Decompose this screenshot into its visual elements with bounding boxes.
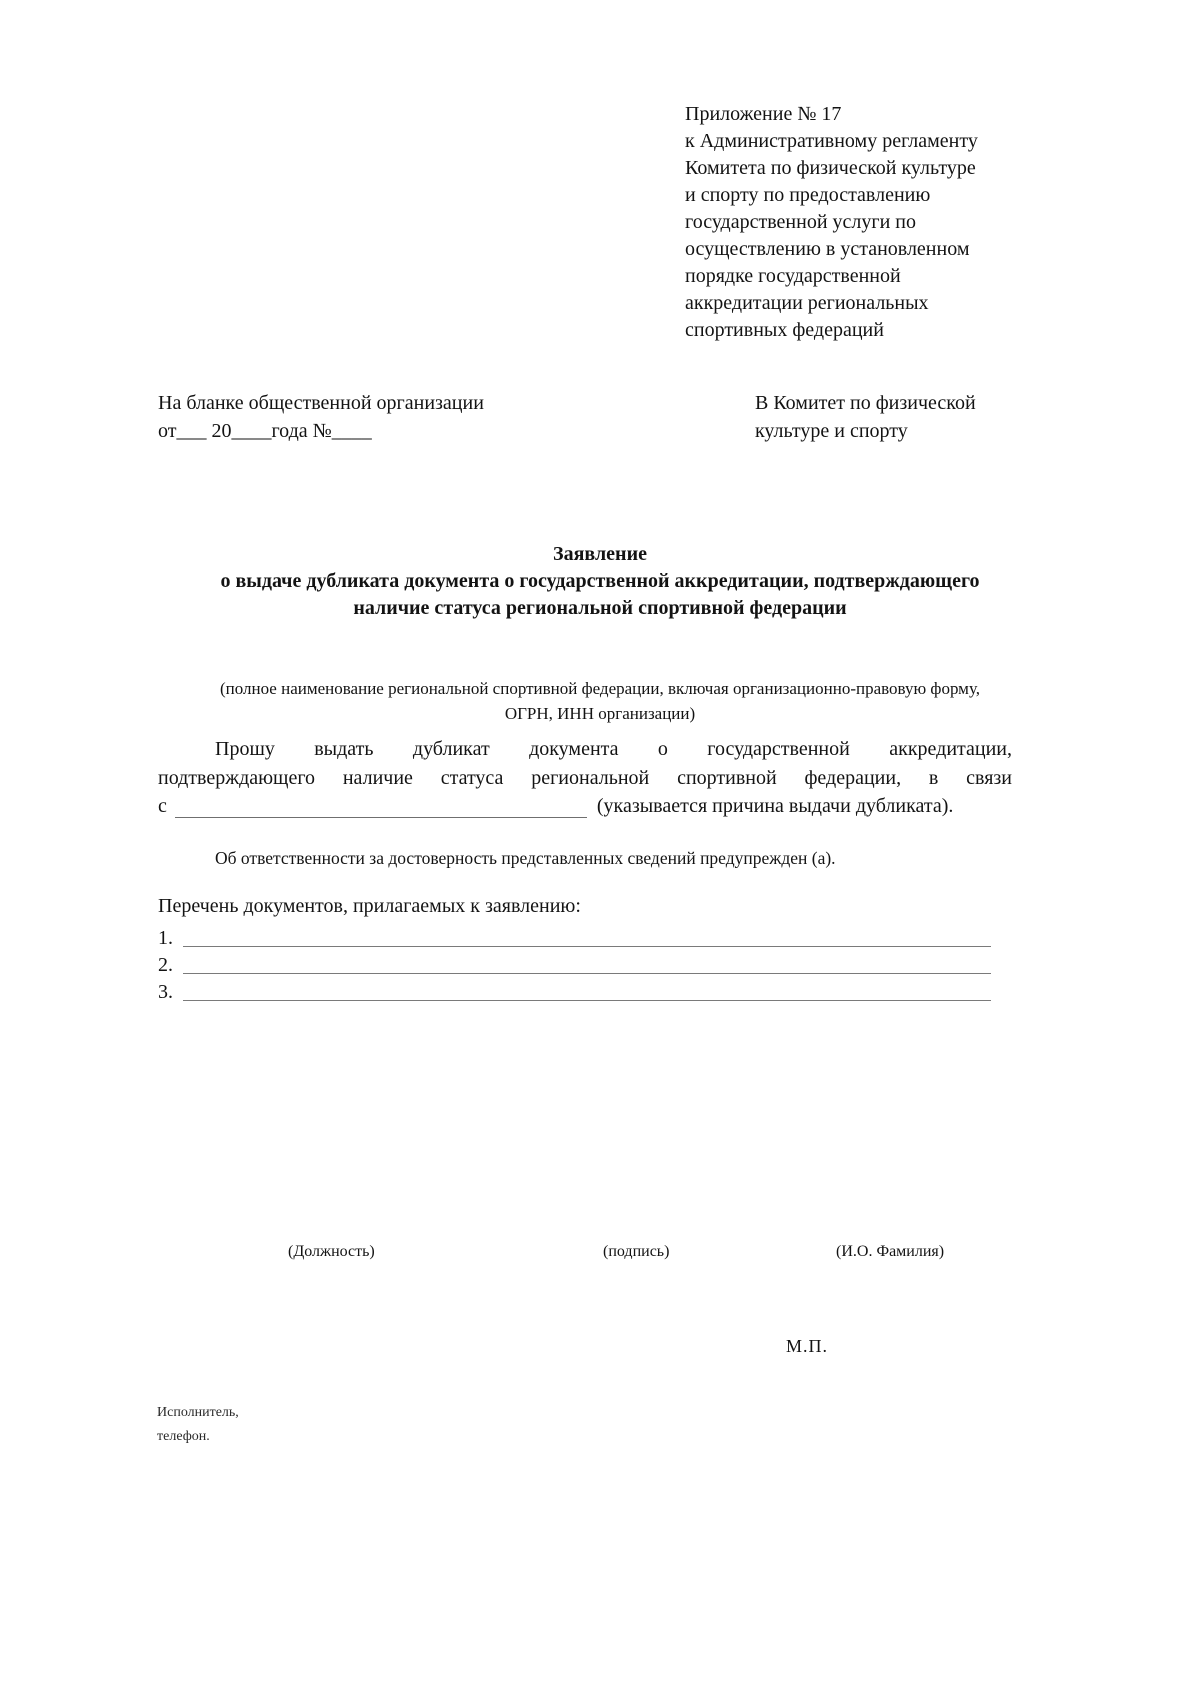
appendix-line: Приложение № 17 — [685, 103, 842, 125]
request-line: Прошу выдать дубликат документа о государственной аккредитации, — [215, 738, 1012, 760]
appendix-line: и спорту по предоставлению — [685, 184, 931, 206]
appendix-line: порядке государственной — [685, 265, 901, 287]
letterhead-date-number-line: от___ 20____года №____ — [158, 420, 372, 442]
attachment-item — [158, 923, 991, 950]
organization-name-caption — [100, 676, 1100, 726]
attachments-section — [158, 893, 991, 1004]
signature-row — [158, 1243, 1012, 1273]
signature-sign-label: (подпись) — [603, 1243, 670, 1260]
title-line: наличие статуса региональной спортивной федерации — [353, 597, 847, 619]
title-line: о выдаче дубликата документа о государственной аккредитации, подтверждающего — [220, 570, 980, 592]
addressee-line: культуре и спорту — [755, 420, 908, 442]
request-prefix: с — [158, 795, 167, 817]
signature-position-label: (Должность) — [288, 1243, 375, 1260]
appendix-line: к Административному регламенту — [685, 130, 978, 152]
reason-hint: (указывается причина выдачи дубликата). — [596, 795, 954, 817]
responsibility-statement: Об ответственности за достоверность представленных сведений предупрежден (а). — [215, 848, 836, 868]
appendix-line: государственной услуги по — [685, 211, 917, 233]
letterhead-line: На бланке общественной организации — [158, 392, 484, 414]
stamp-place-label: М.П. — [786, 1336, 829, 1356]
attachment-item — [158, 950, 991, 977]
letterhead-note — [158, 389, 588, 445]
appendix-line: осуществлению в установленном — [685, 238, 970, 260]
appendix-line: аккредитации региональных — [685, 292, 929, 314]
attachment-blank-line — [183, 973, 991, 974]
attachment-number: 2. — [158, 954, 173, 976]
attachment-blank-line — [183, 1000, 991, 1001]
executor-block — [157, 1401, 417, 1449]
attachments-heading: Перечень документов, прилагаемых к заявлению: — [158, 895, 581, 917]
attachment-number: 3. — [158, 981, 173, 1003]
title-word: Заявление — [553, 543, 647, 565]
request-paragraph — [158, 735, 1012, 821]
reason-blank-line — [175, 817, 587, 818]
attachment-item — [158, 977, 991, 1004]
executor-line: телефон. — [157, 1429, 210, 1444]
request-reason-line — [158, 792, 1012, 821]
caption-line: (полное наименование региональной спортивной федерации, включая организационно-правовую форму, — [219, 679, 980, 698]
attachment-number: 1. — [158, 927, 173, 949]
attachment-blank-line — [183, 946, 991, 947]
appendix-reference-block — [685, 101, 1025, 344]
executor-line: Исполнитель, — [157, 1405, 239, 1420]
addressee-block — [755, 389, 1035, 445]
caption-line: ОГРН, ИНН организации) — [504, 704, 696, 723]
appendix-line: Комитета по физической культуре — [685, 157, 976, 179]
document-title — [0, 541, 1200, 622]
request-line: подтверждающего наличие статуса региональной спортивной федерации, в связи — [158, 766, 1012, 789]
appendix-line: спортивных федераций — [685, 319, 884, 341]
addressee-line: В Комитет по физической — [755, 392, 976, 414]
signature-name-label: (И.О. Фамилия) — [836, 1243, 945, 1260]
